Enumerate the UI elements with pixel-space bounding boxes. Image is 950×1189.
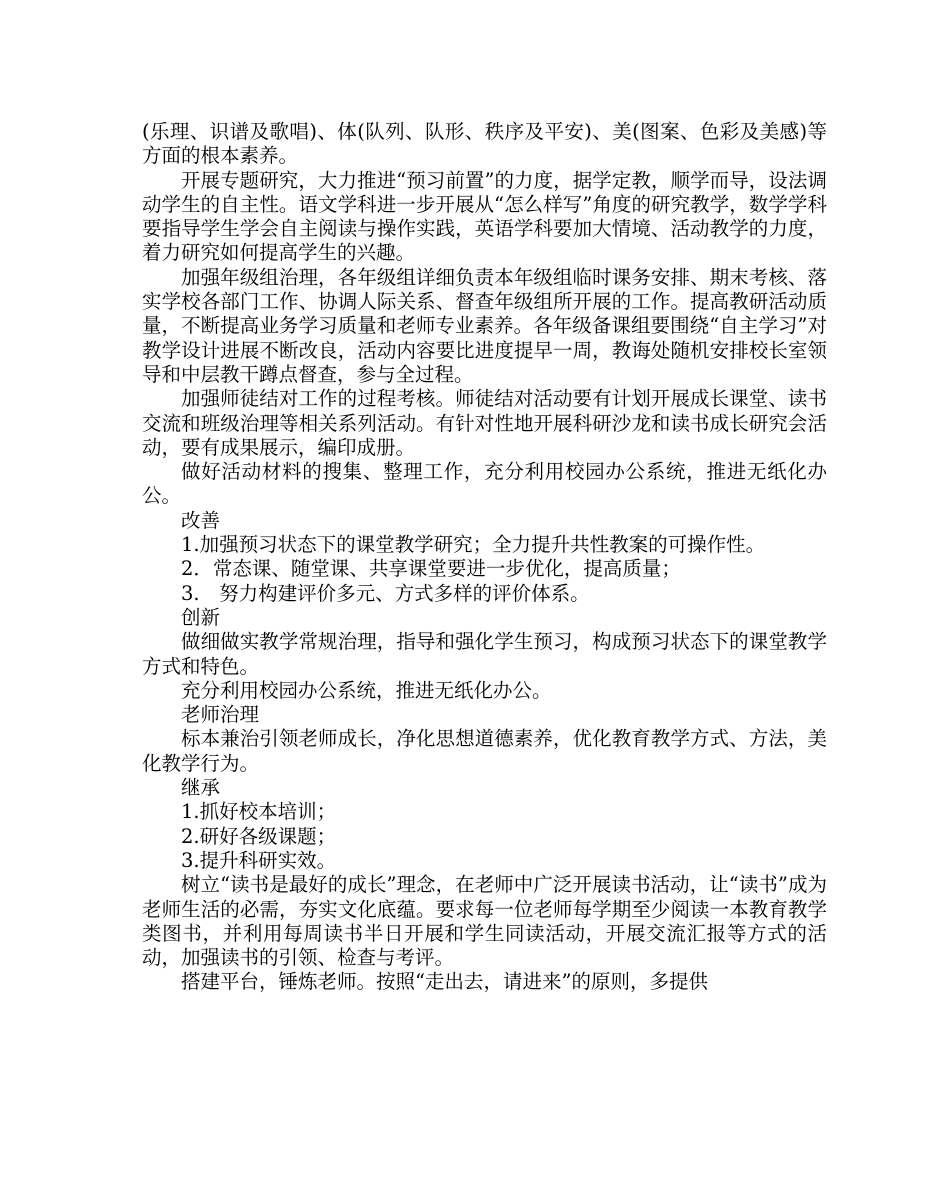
paragraph: 标本兼治引领老师成长，净化思想道德素养，优化教育教学方式、方法，美化教学行为。 (142, 727, 827, 775)
list-item: 3. 努力构建评价多元、方式多样的评价体系。 (181, 581, 590, 605)
section-heading-teacher-management: 老师治理 (181, 703, 260, 727)
paragraph: 充分利用校园办公系统，推进无纸化办公。 (181, 678, 552, 702)
section-heading-inherit: 继承 (181, 776, 221, 800)
paragraph: 加强年级组治理，各年级组详细负责本年级组临时课务安排、期末考核、落实学校各部门工作、协调人际关系、督查年级组所开展的工作。提高教研活动质量，不断提高业务学习质量和老师专业素养。各年级备课组要围绕“自主学习”对教学设计进展不断改良，活动内容要比进度提早一周，教诲处随机安排校长室领导和中层教干蹲点督查，参与全过程。 (142, 265, 827, 386)
list-item: 2．常态课、随堂课、共享课堂要进一步优化，提高质量； (181, 557, 681, 581)
list-item: 2.研好各级课题； (181, 824, 337, 848)
section-heading-innovate: 创新 (181, 605, 221, 629)
section-heading-improve: 改善 (181, 508, 221, 532)
paragraph: 搭建平台，锤炼老师。按照“走出去，请进来”的原则，多提供 (181, 970, 708, 994)
list-item: 3.提升科研实效。 (181, 848, 337, 872)
document-page (142, 120, 827, 995)
list-item: 1.抓好校本培训； (181, 800, 337, 824)
paragraph: 树立“读书是最好的成长”理念，在老师中广泛开展读书活动，让“读书”成为老师生活的必需，夯实文化底蕴。要求每一位老师每学期至少阅读一本教育教学类图书，并利用每周读书半日开展和学生同读活动，开展交流汇报等方式的活动，加强读书的引领、检查与考评。 (142, 873, 827, 970)
paragraph: 做细做实教学常规治理，指导和强化学生预习，构成预习状态下的课堂教学方式和特色。 (142, 630, 827, 678)
paragraph: 加强师徒结对工作的过程考核。师徒结对活动要有计划开展成长课堂、读书交流和班级治理等相关系列活动。有针对性地开展科研沙龙和读书成长研究会活动，要有成果展示，编印成册。 (142, 387, 827, 459)
paragraph: (乐理、识谱及歌唱)、体(队列、队形、秩序及平安)、美(图案、色彩及美感)等方面的根本素养。 (142, 120, 827, 168)
paragraph: 做好活动材料的搜集、整理工作，充分利用校园办公系统，推进无纸化办公。 (142, 460, 827, 508)
paragraph: 开展专题研究，大力推进“预习前置”的力度，据学定教，顺学而导，设法调动学生的自主性。语文学科进一步开展从“怎么样写”角度的研究教学，数学学科要指导学生学会自主阅读与操作实践，英语学科要加大情境、活动教学的力度，着力研究如何提高学生的兴趣。 (142, 168, 827, 265)
list-item: 1.加强预习状态下的课堂教学研究；全力提升共性教案的可操作性。 (181, 533, 766, 557)
